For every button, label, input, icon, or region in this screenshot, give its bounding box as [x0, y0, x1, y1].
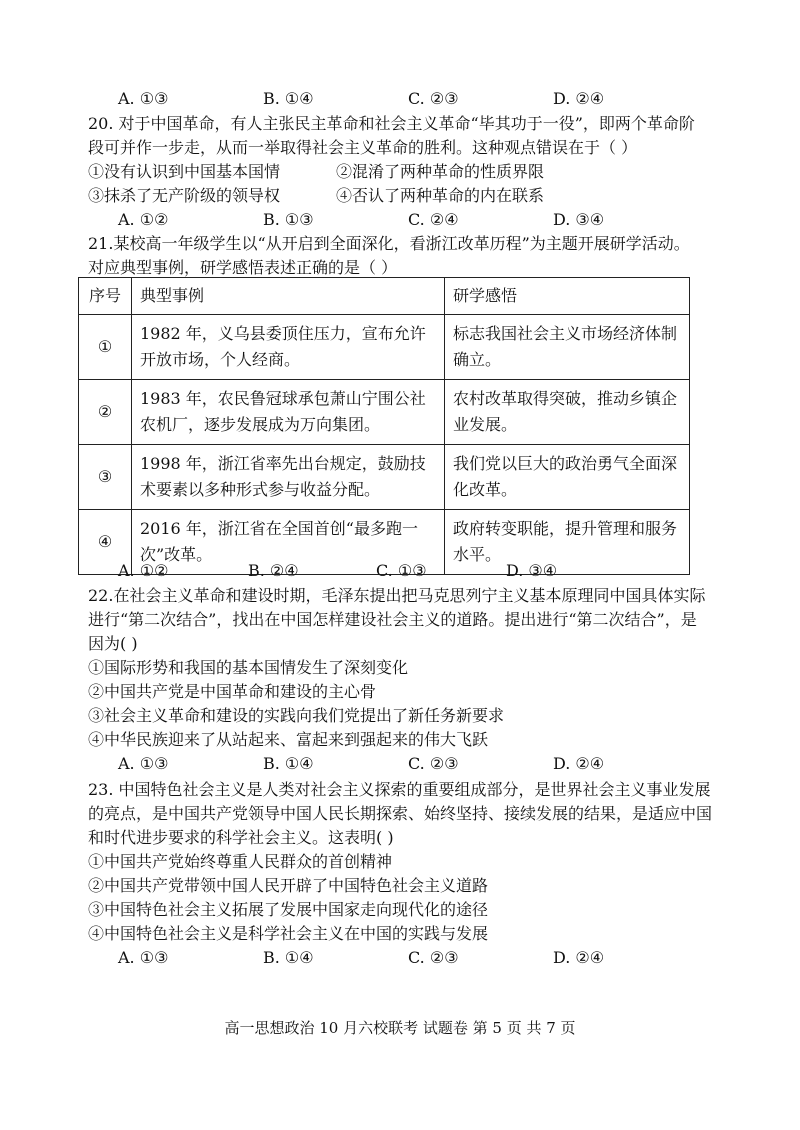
q22-option-a: A. ①③ — [118, 754, 169, 773]
table-row — [79, 315, 690, 380]
q22-option-c: C. ②③ — [408, 754, 459, 773]
q21-option-b: B. ②④ — [248, 561, 299, 580]
header-index: 序号 — [79, 278, 132, 315]
page-footer: 高一思想政治 10 月六校联考 试题卷 第 5 页 共 7 页 — [224, 1019, 576, 1037]
q23-option-d: D. ②④ — [553, 948, 605, 967]
q21-stem-line-2: 对应典型事例，研学感悟表述正确的是（ ） — [88, 258, 398, 277]
table-row — [79, 445, 690, 510]
row-index: ③ — [79, 445, 132, 510]
q20-item-4: ④否认了两种革命的内在联系 — [336, 186, 545, 205]
q21-table — [78, 277, 690, 575]
q20-stem-line-1: 20. 对于中国革命，有人主张民主革命和社会主义革命“毕其功于一役”，即两个革命阶 — [88, 114, 695, 133]
q20-stem-line-2: 段可并作一步走，从而一举取得社会主义革命的胜利。这种观点错误在于（ ） — [88, 138, 638, 157]
q19-option-c: C. ②③ — [408, 89, 459, 108]
q22-item-4: ④中华民族迎来了从站起来、富起来到强起来的伟大飞跃 — [88, 730, 489, 749]
q20-option-d: D. ③④ — [553, 210, 605, 229]
header-insight: 研学感悟 — [445, 278, 690, 315]
q22-item-2: ②中国共产党是中国革命和建设的主心骨 — [88, 682, 377, 701]
q23-item-2: ②中国共产党带领中国人民开辟了中国特色社会主义道路 — [88, 876, 489, 895]
row-index: ② — [79, 380, 132, 445]
q19-option-a: A. ①③ — [118, 89, 169, 108]
row-insight: 标志我国社会主义市场经济体制确立。 — [445, 315, 690, 380]
q20-item-2: ②混淆了两种革命的性质界限 — [336, 162, 545, 181]
row-insight: 政府转变职能，提升管理和服务水平。 — [445, 510, 690, 575]
q21-stem-line-1: 21.某校高一年级学生以“从开启到全面深化，看浙江改革历程”为主题开展研学活动。 — [88, 234, 690, 253]
q22-item-3: ③社会主义革命和建设的实践向我们党提出了新任务新要求 — [88, 706, 505, 725]
row-example: 1998 年，浙江省率先出台规定，鼓励技术要素以多种形式参与收益分配。 — [132, 445, 445, 510]
q23-item-4: ④中国特色社会主义是科学社会主义在中国的实践与发展 — [88, 924, 489, 943]
q23-option-c: C. ②③ — [408, 948, 459, 967]
q22-stem-line-3: 因为( ) — [88, 634, 138, 653]
q20-option-a: A. ①② — [118, 210, 169, 229]
q19-option-d: D. ②④ — [553, 89, 605, 108]
q20-item-3: ③抹杀了无产阶级的领导权 — [88, 186, 281, 205]
q21-options — [118, 559, 738, 583]
q23-option-a: A. ①③ — [118, 948, 169, 967]
q22-stem-line-1: 22.在社会主义革命和建设时期，毛泽东提出把马克思列宁主义基本原理同中国具体实际 — [88, 586, 706, 605]
q22-item-1: ①国际形势和我国的基本国情发生了深刻变化 — [88, 658, 409, 677]
q22-option-d: D. ②④ — [553, 754, 605, 773]
q19-options — [118, 87, 738, 111]
q23-stem-line-1: 23. 中国特色社会主义是人类对社会主义探索的重要组成部分，是世界社会主义事业发展 — [88, 780, 711, 799]
row-index: ① — [79, 315, 132, 380]
q20-option-c: C. ②④ — [408, 210, 459, 229]
row-example: 1982 年，义乌县委顶住压力，宣布允许开放市场，个人经商。 — [132, 315, 445, 380]
q23-option-b: B. ①④ — [263, 948, 314, 967]
row-example: 1983 年，农民鲁冠球承包萧山宁围公社农机厂，逐步发展成为万向集团。 — [132, 380, 445, 445]
q22-option-b: B. ①④ — [263, 754, 314, 773]
q20-options — [118, 208, 738, 232]
row-insight: 农村改革取得突破，推动乡镇企业发展。 — [445, 380, 690, 445]
q19-option-b: B. ①④ — [263, 89, 314, 108]
q23-item-3: ③中国特色社会主义拓展了发展中国家走向现代化的途径 — [88, 900, 489, 919]
q22-options — [118, 752, 738, 776]
q23-item-1: ①中国共产党始终尊重人民群众的首创精神 — [88, 852, 393, 871]
row-example: 2016 年，浙江省在全国首创“最多跑一次”改革。 — [132, 510, 445, 575]
row-insight: 我们党以巨大的政治勇气全面深化改革。 — [445, 445, 690, 510]
q21-option-a: A. ①② — [118, 561, 169, 580]
q20-item-1: ①没有认识到中国基本国情 — [88, 162, 281, 181]
q20-option-b: B. ①③ — [263, 210, 314, 229]
q23-stem-line-3: 和时代进步要求的科学社会主义。这表明( ) — [88, 828, 394, 847]
q23-stem-line-2: 的亮点，是中国共产党领导中国人民长期探索、始终坚持、接续发展的结果，是适应中国 — [88, 804, 713, 823]
q23-options — [118, 946, 738, 970]
q21-option-d: D. ③④ — [506, 561, 558, 580]
table-row — [79, 380, 690, 445]
row-index: ④ — [79, 510, 132, 575]
q22-stem-line-2: 进行“第二次结合”，找出在中国怎样建设社会主义的道路。提出进行“第二次结合”，是 — [88, 610, 697, 629]
header-example: 典型事例 — [132, 278, 445, 315]
table-header-row — [79, 278, 690, 315]
q21-option-c: C. ①③ — [376, 561, 427, 580]
